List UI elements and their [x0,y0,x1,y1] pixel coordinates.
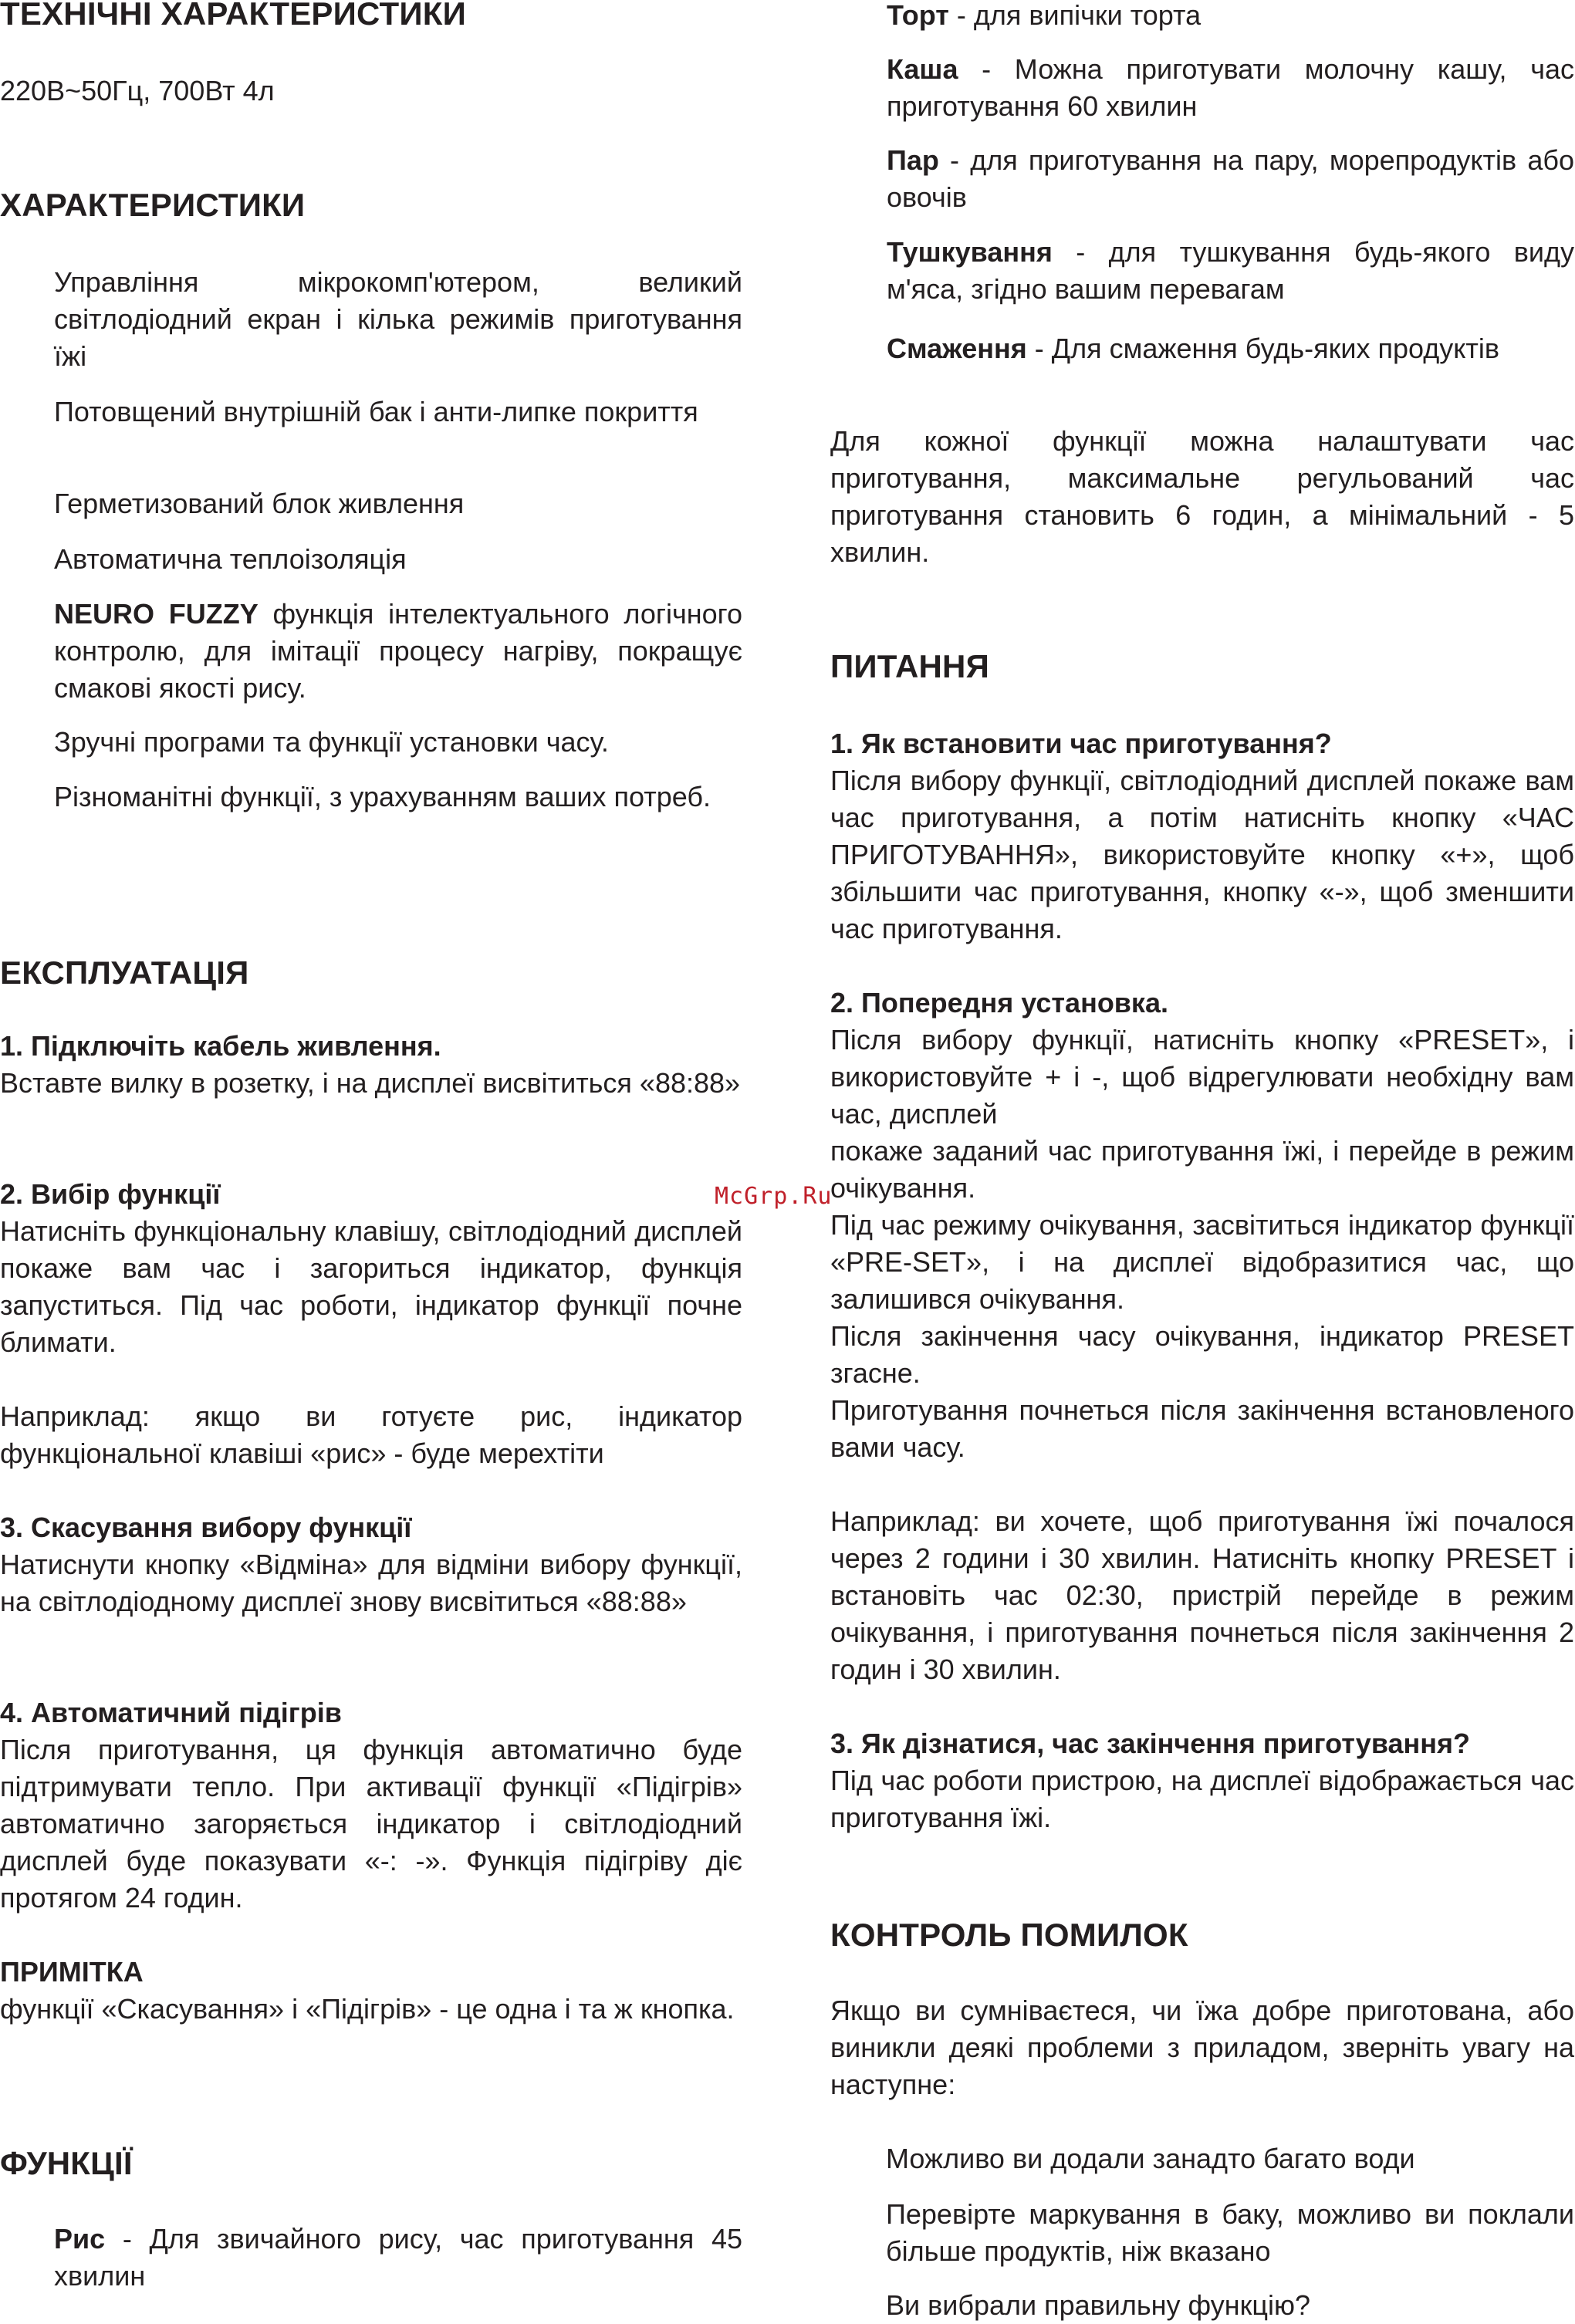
op3-text: Натиснути кнопку «Відміна» для відміни вибору функції, на світлодіодному дисплеї знову висвітиться «88:88» [0,1549,742,1617]
feature-item: Герметизований блок живлення [54,488,465,519]
mode-porridge [887,51,1574,125]
feature-item: Автоматична теплоізоляція [54,543,407,575]
tech-specs-title: ТЕХНІЧНІ ХАРАКТЕРИСТИКИ [0,0,466,32]
functions-title: ФУНКЦІЇ [0,2145,133,2181]
q2-line: Приготування почнеться після закінчення встановленого вами часу. [830,1394,1574,1463]
q2-heading: 2. Попередня установка. [830,987,1168,1018]
op1-text: Вставте вилку в розетку, і на дисплеї висвітиться «88:88» [0,1067,741,1099]
mode-stew [887,234,1574,308]
mode-text: - Для смаження будь-яких продуктів [1026,333,1500,364]
feature-text: функція інтелектуального логічного контролю, для імітації процесу нагріву, покращує смакові якості рису. [54,598,742,704]
op4-text: Після приготування, ця функція автоматично буде підтримувати тепло. При активації функції «Підігрів» автоматично загоряється індикатор і світлодіодний дисплей буде показувати «-: -». Функція підігріву діє протягом 24 годин. [0,1734,742,1914]
mode-text: - Для звичайного рису, час приготування 45 хвилин [54,2223,742,2292]
feature-item-neuro-fuzzy [54,596,742,707]
op2-heading: 2. Вибір функції [0,1178,221,1210]
mode-cake [887,0,1574,34]
op4-heading: 4. Автоматичний підігрів [0,1697,342,1728]
tech-spec-value: 220В~50Гц, 700Вт 4л [0,75,275,106]
mode-text: - для приготування на пару, морепродуктів або овочів [887,144,1574,213]
feature-item: Різноманітні функції, з урахуванням ваших потреб. [54,781,711,812]
mode-rice [54,2221,742,2295]
q2-line: Під час режиму очікування, засвітиться індикатор функції «PRE-SET», і на дисплеї відобразитися час, що залишився очікування. [830,1209,1574,1315]
mode-text: - Можна приготувати молочну кашу, час приготування 60 хвилин [887,53,1574,122]
q3-text: Під час роботи пристрою, на дисплеї відображається час приготування їжі. [830,1765,1574,1833]
mode-text: - для випічки торта [948,0,1202,31]
left-column [0,0,742,2322]
errors-intro: Якщо ви сумніваєтеся, чи їжа добре приготована, або виникли деякі проблеми з приладом, зверніть увагу на наступне: [830,1995,1574,2100]
feature-item: Потовщений внутрішній бак і анти-липке покриття [54,396,698,427]
mode-term: Пар [887,144,939,176]
mode-term: Смаження [887,333,1027,364]
feature-item: Управління мікрокомп'ютером, великий світлодіодний екран і кілька режимів приготування їжі [54,266,742,372]
note-heading: ПРИМІТКА [0,1956,144,1988]
feature-term: NEURO FUZZY [54,598,259,630]
check-item: Перевірте маркування в баку, можливо ви поклали більше продуктів, ніж вказано [886,2198,1574,2267]
questions-title: ПИТАННЯ [830,648,989,684]
q2-line: Після вибору функції, натисніть кнопку «PRESET», і використовуйте + і -, щоб відрегулювати необхідну вам час, дисплей [830,1024,1574,1130]
q2-line: покаже заданий час приготування їжі, і перейде в режим очікування. [830,1135,1574,1204]
q2-line: Після закінчення часу очікування, індикатор PRESET згасне. [830,1320,1574,1389]
operation-title: ЕКСПЛУАТАЦІЯ [0,954,249,991]
q2-example: Наприклад: ви хочете, щоб приготування їжі почалося через 2 години і 30 хвилин. Натисніть кнопку PRESET і встановіть час 02:30, пристрій перейде в режим очікування, і приготування почнеться після закінчення 2 годин і 30 хвилин. [830,1505,1574,1685]
check-item: Ви вибрали правильну функцію? [886,2289,1311,2321]
q3-heading: 3. Як дізнатися, час закінчення приготування? [830,1728,1470,1759]
time-note: Для кожної функції можна налаштувати час приготування, максимальне регульований час приготування становить 6 годин, а мінімальний - 5 хвилин. [830,425,1574,568]
op3-heading: 3. Скасування вибору функції [0,1512,412,1543]
errors-title: КОНТРОЛЬ ПОМИЛОК [830,1917,1188,1953]
mode-term: Рис [54,2223,106,2255]
mode-term: Торт [887,0,949,31]
q1-heading: 1. Як встановити час приготування? [830,728,1332,759]
mode-term: Тушкування [887,236,1053,268]
op2-example: Наприклад: якщо ви готуєте рис, індикатор функціональної клавіші «рис» - буде мерехтіти [0,1400,742,1469]
features-title: ХАРАКТЕРИСТИКИ [0,187,306,223]
q1-text: Після вибору функції, світлодіодний дисплей покаже вам час приготування, а потім натисніть кнопку «ЧАС ПРИГОТУВАННЯ», використовуйте кнопку «+», щоб збільшити час приготування, кнопку «-», щоб зменшити час приготування. [830,765,1574,944]
mode-term: Каша [887,53,958,85]
watermark: McGrp.Ru [715,1183,833,1210]
mode-text: - для тушкування будь-якого виду м'яса, згідно вашим перевагам [887,236,1574,305]
check-item: Можливо ви додали занадто багато води [886,2143,1415,2174]
feature-item: Зручні програми та функції установки часу. [54,726,609,758]
mode-steam [887,142,1574,216]
op1-heading: 1. Підключіть кабель живлення. [0,1030,441,1062]
mode-fry [887,330,1574,367]
op2-text: Натисніть функціональну клавішу, світлодіодний дисплей покаже вам час і загориться індикатор, функція запуститься. Під час роботи, індикатор функції почне блимати. [0,1215,742,1358]
right-column [830,0,1574,2322]
note-text: функції «Скасування» і «Підігрів» - це одна і та ж кнопка. [0,1993,735,2025]
